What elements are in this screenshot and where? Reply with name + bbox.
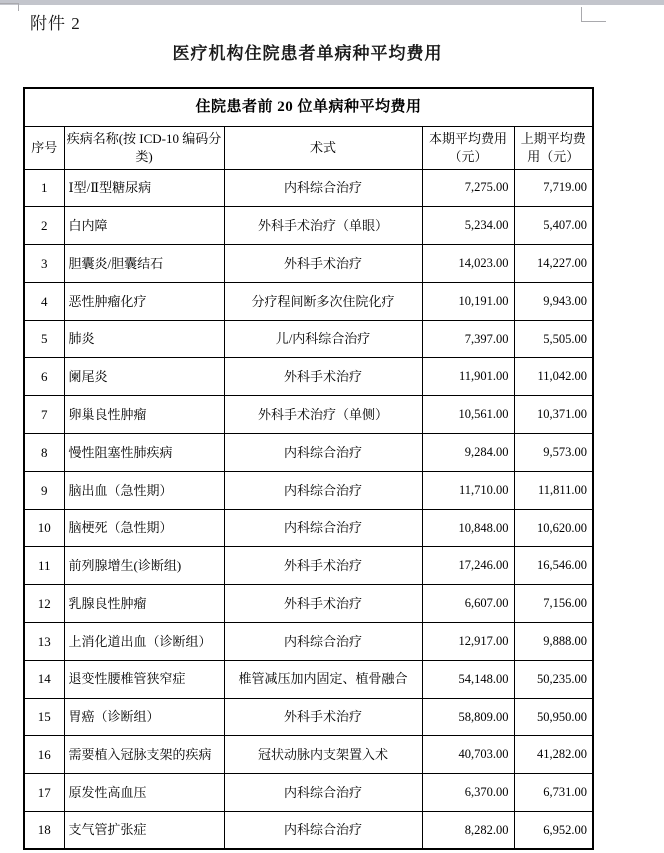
- procedure-cell: 内科综合治疗: [224, 812, 422, 850]
- procedure-cell: 儿/内科综合治疗: [224, 320, 422, 358]
- table-row: [24, 509, 593, 547]
- table-row: [24, 169, 593, 207]
- row-number-cell: 18: [24, 812, 64, 850]
- procedure-cell: 内科综合治疗: [224, 434, 422, 472]
- previous-cost-cell: 11,042.00: [514, 358, 593, 396]
- disease-name-cell: 乳腺良性肿瘤: [64, 585, 224, 623]
- row-number-cell: 10: [24, 509, 64, 547]
- procedure-cell: 外科手术治疗: [224, 547, 422, 585]
- previous-cost-cell: 5,407.00: [514, 207, 593, 245]
- table-row: [24, 774, 593, 812]
- table-row: [24, 358, 593, 396]
- table-row: [24, 320, 593, 358]
- row-number-cell: 4: [24, 282, 64, 320]
- column-header-procedure: 术式: [224, 126, 422, 169]
- procedure-cell: 冠状动脉内支架置入术: [224, 736, 422, 774]
- procedure-cell: 内科综合治疗: [224, 169, 422, 207]
- procedure-cell: 分疗程间断多次住院化疗: [224, 282, 422, 320]
- column-header-no: 序号: [24, 126, 64, 169]
- margin-crop-mark-left: [18, 3, 19, 11]
- current-cost-cell: 7,397.00: [422, 320, 514, 358]
- table-title: 住院患者前 20 位单病种平均费用: [24, 88, 593, 126]
- row-number-cell: 9: [24, 471, 64, 509]
- procedure-cell: 内科综合治疗: [224, 623, 422, 661]
- previous-cost-cell: 9,943.00: [514, 282, 593, 320]
- current-cost-cell: 9,284.00: [422, 434, 514, 472]
- disease-name-cell: 支气管扩张症: [64, 812, 224, 850]
- table-row: [24, 207, 593, 245]
- column-header-previous: 上期平均费用（元）: [514, 126, 593, 169]
- procedure-cell: 外科手术治疗: [224, 358, 422, 396]
- current-cost-cell: 5,234.00: [422, 207, 514, 245]
- current-cost-cell: 40,703.00: [422, 736, 514, 774]
- previous-cost-cell: 10,371.00: [514, 396, 593, 434]
- previous-cost-cell: 11,811.00: [514, 471, 593, 509]
- table-row: [24, 698, 593, 736]
- disease-name-cell: 白内障: [64, 207, 224, 245]
- previous-cost-cell: 5,505.00: [514, 320, 593, 358]
- current-cost-cell: 6,607.00: [422, 585, 514, 623]
- row-number-cell: 7: [24, 396, 64, 434]
- previous-cost-cell: 41,282.00: [514, 736, 593, 774]
- table-row: [24, 282, 593, 320]
- procedure-cell: 椎管减压加内固定、植骨融合: [224, 660, 422, 698]
- disease-name-cell: 阑尾炎: [64, 358, 224, 396]
- table-head: [24, 88, 593, 169]
- previous-cost-cell: 6,952.00: [514, 812, 593, 850]
- column-header-disease: 疾病名称(按 ICD-10 编码分类): [64, 126, 224, 169]
- table-row: [24, 547, 593, 585]
- table-header-row: [24, 126, 593, 169]
- row-number-cell: 13: [24, 623, 64, 661]
- disease-name-cell: 胆囊炎/胆囊结石: [64, 245, 224, 283]
- table-row: [24, 623, 593, 661]
- procedure-cell: 内科综合治疗: [224, 774, 422, 812]
- table-body: [24, 169, 593, 849]
- disease-name-cell: 脑梗死（急性期）: [64, 509, 224, 547]
- current-cost-cell: 8,282.00: [422, 812, 514, 850]
- previous-cost-cell: 7,719.00: [514, 169, 593, 207]
- disease-name-cell: 上消化道出血（诊断组）: [64, 623, 224, 661]
- previous-cost-cell: 9,888.00: [514, 623, 593, 661]
- table-title-row: [24, 88, 593, 126]
- procedure-cell: 内科综合治疗: [224, 509, 422, 547]
- current-cost-cell: 17,246.00: [422, 547, 514, 585]
- margin-crop-mark-right: [581, 21, 606, 22]
- previous-cost-cell: 50,235.00: [514, 660, 593, 698]
- table-row: [24, 660, 593, 698]
- row-number-cell: 3: [24, 245, 64, 283]
- current-cost-cell: 14,023.00: [422, 245, 514, 283]
- margin-crop-mark-left: [0, 3, 19, 4]
- disease-name-cell: 肺炎: [64, 320, 224, 358]
- procedure-cell: 内科综合治疗: [224, 471, 422, 509]
- procedure-cell: 外科手术治疗: [224, 698, 422, 736]
- current-cost-cell: 58,809.00: [422, 698, 514, 736]
- disease-name-cell: 需要植入冠脉支架的疾病: [64, 736, 224, 774]
- disease-name-cell: 胃癌（诊断组）: [64, 698, 224, 736]
- current-cost-cell: 10,848.00: [422, 509, 514, 547]
- disease-name-cell: 卵巢良性肿瘤: [64, 396, 224, 434]
- average-cost-table: [23, 87, 594, 850]
- table-row: [24, 396, 593, 434]
- previous-cost-cell: 16,546.00: [514, 547, 593, 585]
- row-number-cell: 15: [24, 698, 64, 736]
- column-header-current: 本期平均费用（元）: [422, 126, 514, 169]
- table-row: [24, 471, 593, 509]
- row-number-cell: 5: [24, 320, 64, 358]
- table-row: [24, 245, 593, 283]
- row-number-cell: 14: [24, 660, 64, 698]
- procedure-cell: 外科手术治疗（单眼）: [224, 207, 422, 245]
- row-number-cell: 6: [24, 358, 64, 396]
- disease-name-cell: 原发性高血压: [64, 774, 224, 812]
- procedure-cell: 外科手术治疗: [224, 245, 422, 283]
- row-number-cell: 1: [24, 169, 64, 207]
- previous-cost-cell: 6,731.00: [514, 774, 593, 812]
- previous-cost-cell: 7,156.00: [514, 585, 593, 623]
- row-number-cell: 2: [24, 207, 64, 245]
- current-cost-cell: 12,917.00: [422, 623, 514, 661]
- row-number-cell: 16: [24, 736, 64, 774]
- current-cost-cell: 54,148.00: [422, 660, 514, 698]
- previous-cost-cell: 10,620.00: [514, 509, 593, 547]
- current-cost-cell: 11,710.00: [422, 471, 514, 509]
- row-number-cell: 17: [24, 774, 64, 812]
- row-number-cell: 11: [24, 547, 64, 585]
- procedure-cell: 外科手术治疗（单侧）: [224, 396, 422, 434]
- page-top-strip: [0, 0, 664, 5]
- current-cost-cell: 10,191.00: [422, 282, 514, 320]
- previous-cost-cell: 50,950.00: [514, 698, 593, 736]
- table-row: [24, 585, 593, 623]
- current-cost-cell: 7,275.00: [422, 169, 514, 207]
- row-number-cell: 8: [24, 434, 64, 472]
- procedure-cell: 外科手术治疗: [224, 585, 422, 623]
- row-number-cell: 12: [24, 585, 64, 623]
- previous-cost-cell: 14,227.00: [514, 245, 593, 283]
- disease-name-cell: Ⅰ型/Ⅱ型糖尿病: [64, 169, 224, 207]
- current-cost-cell: 10,561.00: [422, 396, 514, 434]
- disease-name-cell: 慢性阻塞性肺疾病: [64, 434, 224, 472]
- disease-name-cell: 脑出血（急性期）: [64, 471, 224, 509]
- attachment-label: 附件 2: [30, 14, 81, 33]
- previous-cost-cell: 9,573.00: [514, 434, 593, 472]
- table-row: [24, 736, 593, 774]
- disease-name-cell: 恶性肿瘤化疗: [64, 282, 224, 320]
- margin-crop-mark-right: [581, 7, 582, 22]
- table-row: [24, 812, 593, 850]
- disease-name-cell: 前列腺增生(诊断组): [64, 547, 224, 585]
- table-row: [24, 434, 593, 472]
- current-cost-cell: 11,901.00: [422, 358, 514, 396]
- current-cost-cell: 6,370.00: [422, 774, 514, 812]
- document-title: 医疗机构住院患者单病种平均费用: [172, 44, 443, 63]
- disease-name-cell: 退变性腰椎管狭窄症: [64, 660, 224, 698]
